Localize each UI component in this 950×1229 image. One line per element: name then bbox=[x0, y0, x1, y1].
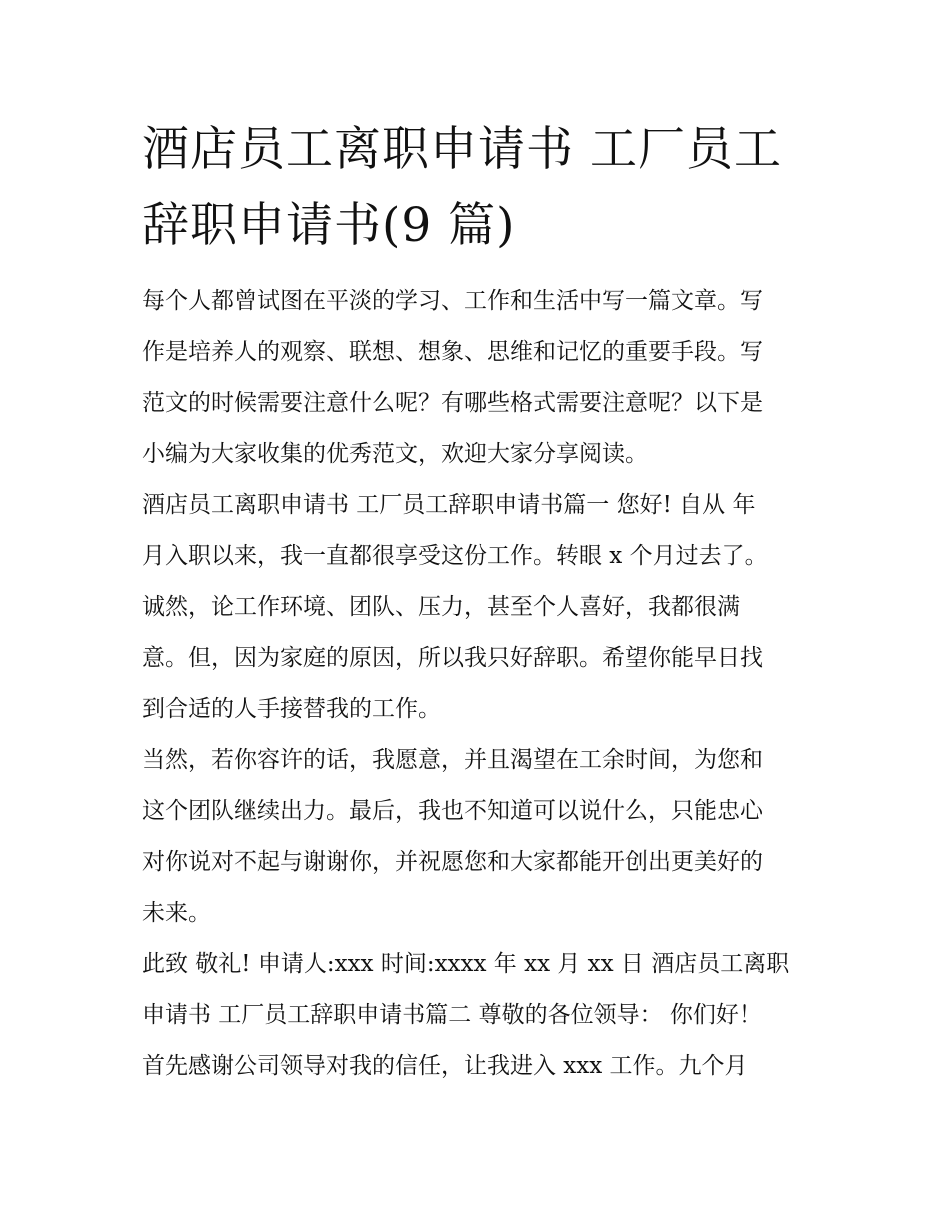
paragraph-letter-one bbox=[142, 480, 814, 735]
text-line: 到合适的人手接替我的工作。 bbox=[142, 696, 441, 722]
text-line: 每个人都曾试图在平淡的学习、工作和生活中写一篇文章。写 bbox=[142, 288, 763, 314]
text-line: 对你说对不起与谢谢你，并祝愿您和大家都能开创出更美好的 bbox=[142, 849, 763, 875]
text-line: 诚然，论工作环境、团队、压力，甚至个人喜好，我都很满 bbox=[142, 594, 740, 620]
text-line: 小编为大家收集的优秀范文，欢迎大家分享阅读。 bbox=[142, 441, 648, 467]
text-line: 首先感谢公司领导对我的信任，让我进入 xxx 工作。九个月 bbox=[142, 1053, 748, 1079]
title-line-2: 辞职申请书(9 篇) bbox=[142, 198, 516, 253]
paragraph-letter-one-continued bbox=[142, 735, 814, 939]
paragraph-closing-and-letter-two bbox=[142, 939, 814, 1092]
text-line: 月入职以来，我一直都很享受这份工作。转眼 x 个月过去了。 bbox=[142, 543, 768, 569]
text-line: 酒店员工离职申请书 工厂员工辞职申请书篇一 您好! 自从 年 bbox=[142, 492, 756, 518]
text-line: 此致 敬礼! 申请人:xxx 时间:xxxx 年 xx 月 xx 日 酒店员工离职 bbox=[142, 951, 790, 977]
title-line-1: 酒店员工离职申请书 工厂员工 bbox=[142, 122, 782, 177]
text-line: 未来。 bbox=[142, 900, 211, 926]
text-line: 范文的时候需要注意什么呢？有哪些格式需要注意呢？以下是 bbox=[142, 390, 763, 416]
text-line: 这个团队继续出力。最后，我也不知道可以说什么，只能忠心 bbox=[142, 798, 763, 824]
document-body bbox=[142, 276, 814, 1092]
document-page bbox=[142, 112, 814, 1092]
document-title bbox=[142, 112, 814, 264]
text-line: 当然，若你容许的话，我愿意，并且渴望在工余时间，为您和 bbox=[142, 747, 763, 773]
text-line: 申请书 工厂员工辞职申请书篇二 尊敬的各位领导： 你们好！ bbox=[142, 1002, 762, 1028]
text-line: 作是培养人的观察、联想、想象、思维和记忆的重要手段。写 bbox=[142, 339, 763, 365]
text-line: 意。但，因为家庭的原因，所以我只好辞职。希望你能早日找 bbox=[142, 645, 763, 671]
paragraph-intro bbox=[142, 276, 814, 480]
